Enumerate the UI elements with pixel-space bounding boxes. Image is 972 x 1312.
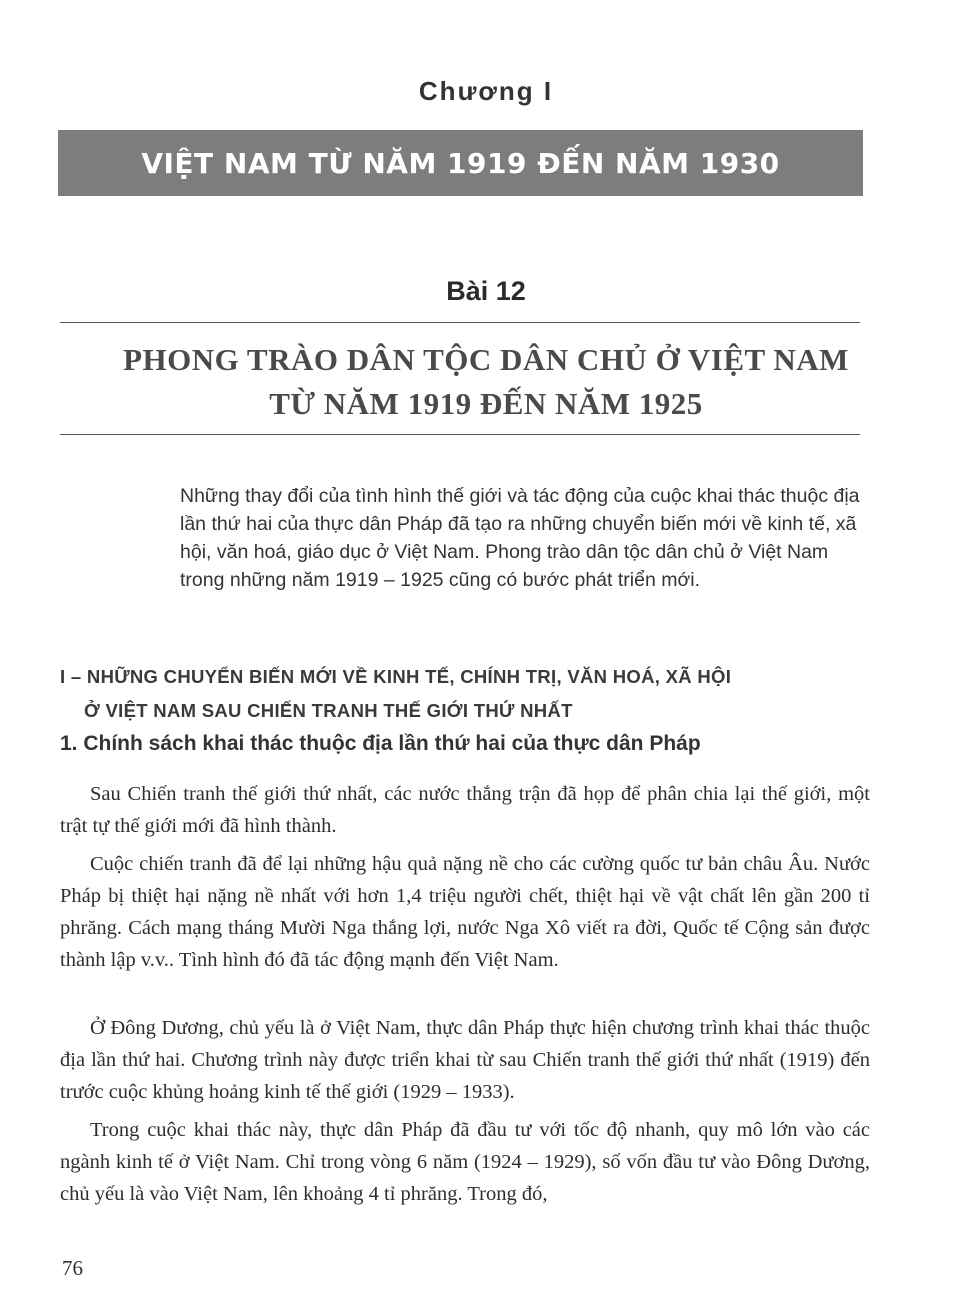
lesson-introduction: Những thay đổi của tình hình thế giới và tác động của cuộc khai thác thuộc địa lần thứ hai của thực dân Pháp đã tạo ra những chuyển biến mới về kinh tế, xã hội, văn hoá, giáo dục ở Việt Nam. Phong trào dân tộc dân chủ ở Việt Nam trong những năm 1919 – 1925 cũng có bước phát triển mới.: [180, 485, 860, 591]
lesson-title-top-rule: [60, 322, 860, 323]
page-number: 76: [62, 1256, 83, 1280]
body-paragraph: Sau Chiến tranh thế giới thứ nhất, các nước thắng trận đã họp để phân chia lại thế giới, một trật tự thế giới mới đã hình thành.: [60, 783, 870, 837]
chapter-title-banner: [58, 130, 863, 196]
lesson-title-bottom-rule: [60, 434, 860, 435]
section-heading-line-2: Ở VIỆT NAM SAU CHIẾN TRANH THẾ GIỚI THỨ NHẤT: [84, 700, 573, 721]
lesson-label: Bài 12: [446, 276, 526, 306]
lesson-title: [0, 338, 972, 426]
lesson-title-line-2: TỪ NĂM 1919 ĐẾN NĂM 1925: [269, 386, 703, 421]
chapter-title: VIỆT NAM TỪ NĂM 1919 ĐẾN NĂM 1930: [141, 146, 780, 180]
chapter-label: Chương I: [418, 76, 554, 106]
section-heading-line-1: I – NHỮNG CHUYỂN BIẾN MỚI VỀ KINH TẾ, CHÍNH TRỊ, VĂN HOÁ, XÃ HỘI: [60, 666, 732, 687]
subsection-heading: 1. Chính sách khai thác thuộc địa lần thứ hai của thực dân Pháp: [60, 732, 701, 755]
lesson-title-line-1: PHONG TRÀO DÂN TỘC DÂN CHỦ Ở VIỆT NAM: [123, 342, 849, 377]
section-heading: [60, 660, 880, 728]
body-paragraph: Cuộc chiến tranh đã để lại những hậu quả nặng nề cho các cường quốc tư bản châu Âu. Nước Pháp bị thiệt hại nặng nề nhất với hơn 1,4 triệu người chết, thiệt hại về vật chất lên gần 200 tỉ phrăng. Cách mạng tháng Mười Nga thắng lợi, nước Nga Xô viết ra đời, Quốc tế Cộng sản được thành lập v.v.. Tình hình đó đã tác động mạnh đến Việt Nam.: [60, 853, 870, 971]
body-paragraph: Ở Đông Dương, chủ yếu là ở Việt Nam, thực dân Pháp thực hiện chương trình khai thác thuộc địa lần thứ hai. Chương trình này được triển khai từ sau Chiến tranh thế giới thứ nhất (1919) đến trước cuộc khủng hoảng kinh tế thế giới (1929 – 1933).: [60, 1017, 870, 1103]
body-paragraph: Trong cuộc khai thác này, thực dân Pháp đã đầu tư với tốc độ nhanh, quy mô lớn vào các ngành kinh tế ở Việt Nam. Chỉ trong vòng 6 năm (1924 – 1929), số vốn đầu tư vào Đông Dương, chủ yếu là vào Việt Nam, lên khoảng 4 tỉ phrăng. Trong đó,: [60, 1119, 870, 1205]
